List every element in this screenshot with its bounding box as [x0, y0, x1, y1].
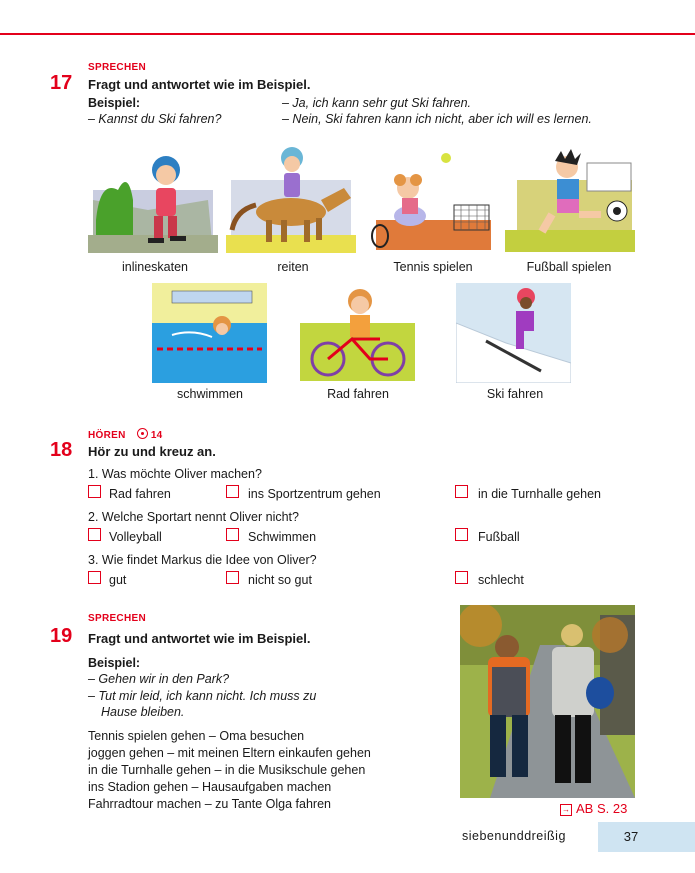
- tennis-illustration: [366, 150, 496, 255]
- checkbox-q1-c[interactable]: [455, 485, 468, 498]
- option-q3-a: gut: [109, 573, 127, 587]
- option-q1-c: in die Turnhalle gehen: [478, 487, 602, 501]
- option-q1-b: ins Sportzentrum gehen: [248, 487, 381, 501]
- checkbox-q2-c[interactable]: [455, 528, 468, 541]
- ex19-section-label: SPRECHEN: [88, 613, 146, 624]
- ex19-example-line-3: Hause bleiben.: [101, 705, 185, 719]
- checkbox-q2-a[interactable]: [88, 528, 101, 541]
- ex18-question-3: 3. Wie findet Markus die Idee von Oliver?: [88, 553, 317, 567]
- caption-rad-fahren: Rad fahren: [327, 387, 389, 401]
- ex18-number: 18: [50, 439, 73, 461]
- page-number: 37: [623, 829, 639, 844]
- caption-schwimmen: schwimmen: [177, 387, 243, 401]
- activity-line: in die Turnhalle gehen – in die Musikschule gehen: [88, 763, 366, 777]
- arrow-right-icon: →: [562, 805, 570, 814]
- cycling-illustration: [300, 283, 415, 383]
- ex17-section-label: SPRECHEN: [88, 62, 146, 73]
- checkbox-q3-b[interactable]: [226, 571, 239, 584]
- horse-riding-illustration: [226, 140, 356, 255]
- checkbox-q1-a[interactable]: [88, 485, 101, 498]
- caption-inlineskaten: inlineskaten: [121, 260, 188, 274]
- option-q2-b: Schwimmen: [248, 530, 317, 544]
- option-q3-c: schlecht: [478, 573, 524, 587]
- football-illustration: [505, 145, 635, 255]
- ex17-beispiel-label: Beispiel:: [88, 96, 141, 110]
- ex18-question-2: 2. Welche Sportart nennt Oliver nicht?: [88, 510, 299, 524]
- swimming-illustration: [152, 283, 267, 383]
- checkbox-q1-b[interactable]: [226, 485, 239, 498]
- audio-track-number: 14: [150, 430, 163, 441]
- caption-reiten: reiten: [277, 260, 309, 274]
- inlineskating-illustration: [88, 140, 218, 255]
- ex19-example-line-1: – Gehen wir in den Park?: [88, 672, 230, 686]
- ex18-section-label: HÖREN 14: [88, 430, 163, 441]
- skiing-illustration: [456, 283, 571, 383]
- activity-line: Tennis spielen gehen – Oma besuchen: [88, 729, 305, 743]
- option-q3-b: nicht so gut: [248, 573, 312, 587]
- page-number-word: siebenunddreißig: [462, 829, 566, 843]
- ex17-answer-no: – Nein, Ski fahren kann ich nicht, aber ich will es lernen.: [282, 112, 592, 126]
- checkbox-q3-a[interactable]: [88, 571, 101, 584]
- ex17-number: 17: [50, 72, 73, 94]
- option-q2-a: Volleyball: [109, 530, 162, 544]
- ex17-question: – Kannst du Ski fahren?: [88, 112, 222, 126]
- ex17-answer-yes: – Ja, ich kann sehr gut Ski fahren.: [282, 96, 471, 110]
- ex17-instruction: Fragt und antwortet wie im Beispiel.: [88, 77, 311, 92]
- option-q2-c: Fußball: [478, 530, 520, 544]
- ex19-example-line-2: – Tut mir leid, ich kann nicht. Ich muss zu: [88, 689, 317, 703]
- caption-tennis: Tennis spielen: [393, 260, 473, 274]
- ex19-number: 19: [50, 625, 73, 647]
- top-rule: [0, 33, 695, 35]
- checkbox-q2-b[interactable]: [226, 528, 239, 541]
- activity-line: joggen gehen – mit meinen Eltern einkaufen gehen: [88, 746, 371, 760]
- caption-fussball: Fußball spielen: [526, 260, 612, 274]
- ex18-instruction: Hör zu und kreuz an.: [88, 444, 216, 459]
- caption-ski-fahren: Ski fahren: [486, 387, 544, 401]
- activity-line: ins Stadion gehen – Hausaufgaben machen: [88, 780, 332, 794]
- activity-line: Fahrradtour machen – zu Tante Olga fahren: [88, 797, 331, 811]
- two-boys-photo: [460, 605, 635, 798]
- audio-cd-icon: [137, 428, 148, 439]
- checkbox-q3-c[interactable]: [455, 571, 468, 584]
- ex19-instruction: Fragt und antwortet wie im Beispiel.: [88, 631, 311, 646]
- ex18-question-1: 1. Was möchte Oliver machen?: [88, 467, 262, 481]
- option-q1-a: Rad fahren: [109, 487, 171, 501]
- workbook-reference: → AB S. 23: [562, 801, 628, 816]
- ex19-beispiel-label: Beispiel:: [88, 656, 141, 670]
